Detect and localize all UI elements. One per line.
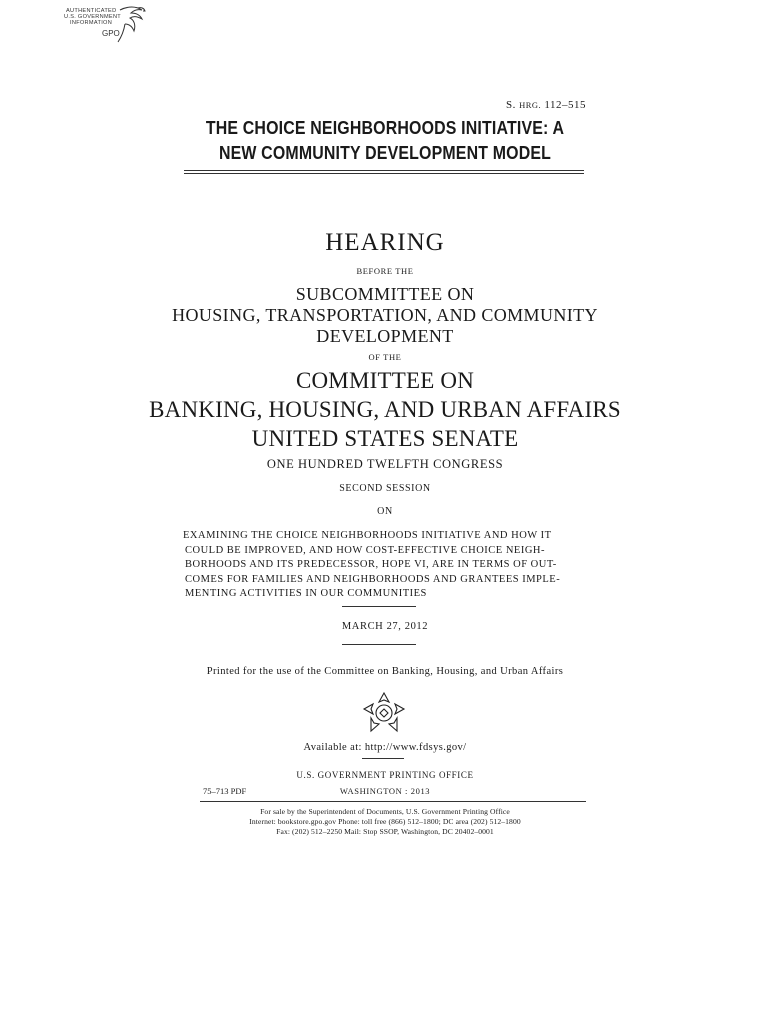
session-label: SECOND SESSION bbox=[339, 483, 431, 494]
printed-for-note: Printed for the use of the Committee on Banking, Housing, and Urban Affairs bbox=[206, 666, 564, 677]
available-at-note: Available at: http://www.fdsys.gov/ bbox=[303, 742, 467, 753]
examining-line-4: COMES FOR FAMILIES AND NEIGHBORHOODS AND GRANTEES IMPLE- bbox=[185, 573, 561, 585]
before-the-label: BEFORE THE bbox=[356, 266, 414, 276]
on-label: ON bbox=[377, 506, 393, 517]
title-divider bbox=[184, 170, 584, 174]
examining-line-2: COULD BE IMPROVED, AND HOW COST-EFFECTIVE CHOICE NEIGH- bbox=[185, 544, 546, 556]
of-the-label: OF THE bbox=[368, 352, 402, 362]
sale-info-line-3: Fax: (202) 512–2250 Mail: Stop SSOP, Washington, DC 20402–0001 bbox=[276, 827, 494, 836]
subcommittee-label: SUBCOMMITTEE ON bbox=[295, 284, 475, 304]
gpo-emblem-icon bbox=[361, 690, 407, 736]
hearing-number bbox=[506, 99, 586, 111]
pdf-identifier: 75–713 PDF bbox=[203, 786, 247, 796]
committee-label: COMMITTEE ON bbox=[295, 368, 475, 393]
sale-info-line-2: Internet: bookstore.gpo.gov Phone: toll free (866) 512–1800; DC area (202) 512–1800 bbox=[249, 817, 521, 826]
seal-gpo-mark: GPO bbox=[102, 29, 120, 38]
city-year: WASHINGTON : 2013 bbox=[339, 786, 431, 796]
senate-label: UNITED STATES SENATE bbox=[251, 426, 519, 451]
available-divider bbox=[362, 758, 404, 759]
eagle-icon bbox=[116, 4, 148, 48]
seal-line-3: INFORMATION bbox=[70, 20, 113, 26]
sale-info-divider bbox=[200, 801, 586, 802]
examining-line-3: BORHOODS AND ITS PREDECESSOR, HOPE VI, ARE IN TERMS OF OUT- bbox=[185, 559, 557, 570]
printing-office-name: U.S. GOVERNMENT PRINTING OFFICE bbox=[296, 770, 474, 780]
date-divider bbox=[342, 644, 416, 645]
title-line-2: NEW COMMUNITY DEVELOPMENT MODEL bbox=[218, 142, 552, 163]
examining-divider bbox=[342, 606, 416, 607]
seal-line-1: AUTHENTICATED bbox=[66, 8, 117, 14]
gpo-authentication-seal bbox=[62, 4, 146, 48]
congress-label: ONE HUNDRED TWELFTH CONGRESS bbox=[266, 457, 504, 471]
subcommittee-name-line-1: HOUSING, TRANSPORTATION, AND COMMUNITY bbox=[172, 305, 598, 325]
sale-info-line-1: For sale by the Superintendent of Documents, U.S. Government Printing Office bbox=[260, 807, 510, 816]
hearing-number-value: 112–515 bbox=[544, 99, 586, 111]
hearing-number-prefix: S. bbox=[505, 99, 516, 111]
seal-line-2: U.S. GOVERNMENT bbox=[64, 14, 122, 20]
hearing-heading: HEARING bbox=[325, 229, 445, 256]
examining-line-5: MENTING ACTIVITIES IN OUR COMMUNITIES bbox=[185, 588, 427, 599]
title-line-1: THE CHOICE NEIGHBORHOODS INITIATIVE: A bbox=[205, 117, 565, 138]
committee-name: BANKING, HOUSING, AND URBAN AFFAIRS bbox=[149, 397, 621, 422]
subcommittee-name-line-2: DEVELOPMENT bbox=[316, 326, 454, 346]
examining-line-1: EXAMINING THE CHOICE NEIGHBORHOODS INITIATIVE AND HOW IT bbox=[183, 530, 552, 541]
hearing-number-hrg: HRG. bbox=[519, 100, 542, 110]
examining-paragraph bbox=[185, 529, 586, 602]
hearing-date: MARCH 27, 2012 bbox=[341, 621, 429, 632]
